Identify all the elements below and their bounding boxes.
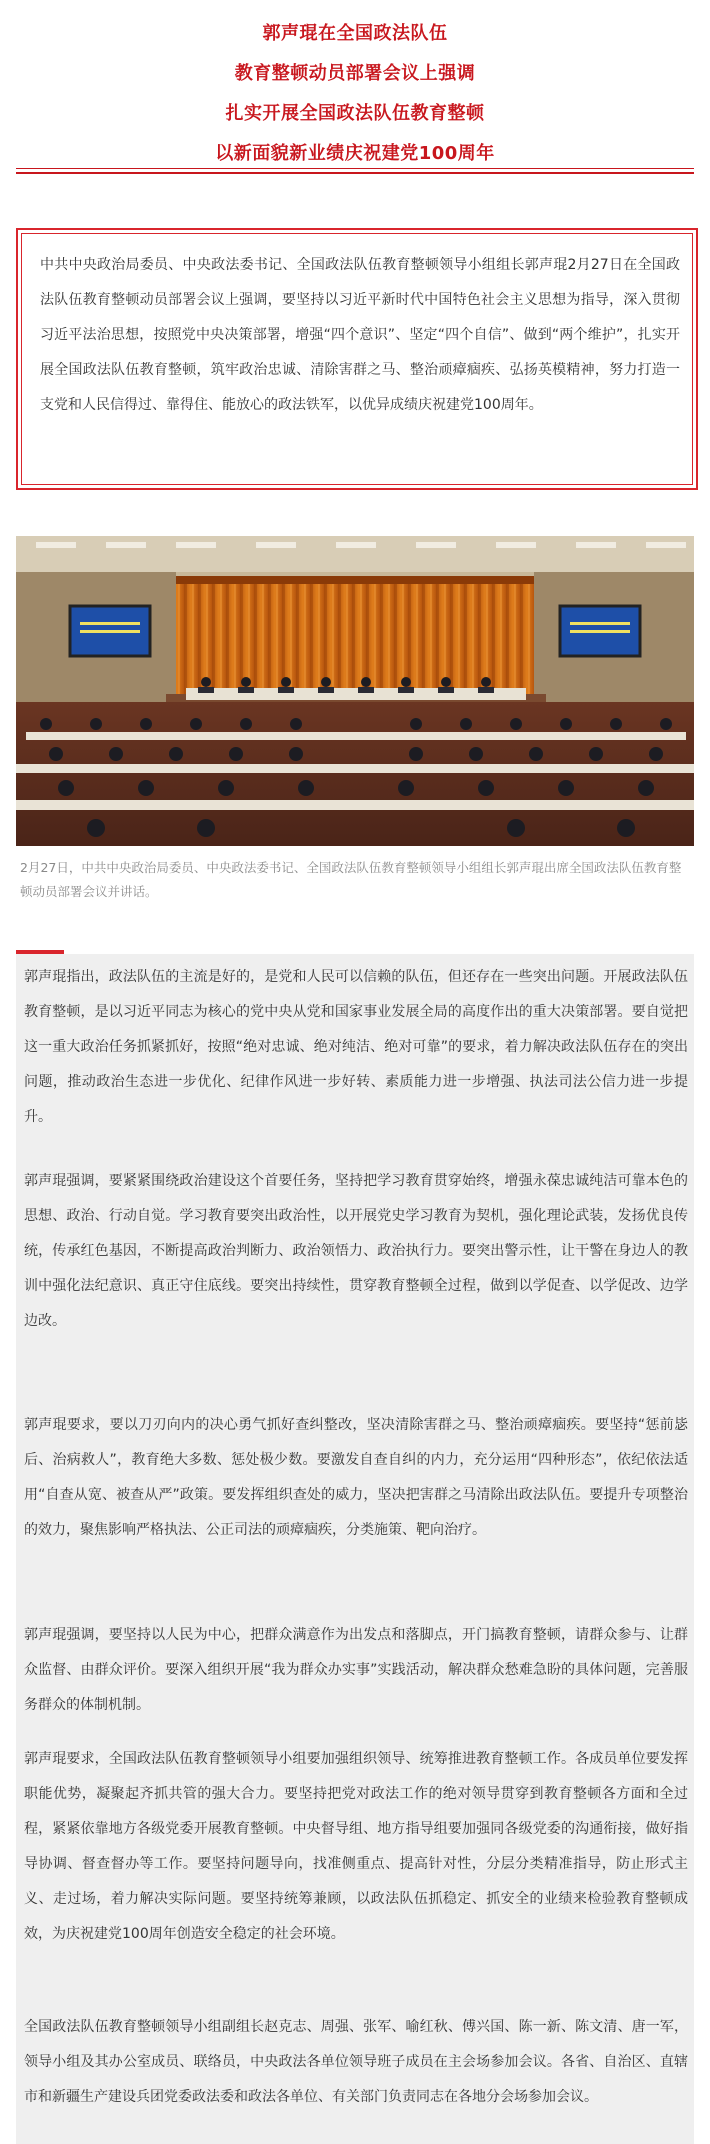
lead-box — [16, 228, 698, 490]
headline-line-3: 扎实开展全国政法队伍教育整顿 — [225, 103, 485, 124]
body-paragraph-5: 郭声琨要求，全国政法队伍教育整顿领导小组要加强组织领导、统筹推进教育整顿工作。各成员单位要发挥职能优势，凝聚起齐抓共管的强大合力。要坚持把党对政法工作的绝对领导贯穿到教育整顿各方面和全过程，紧紧依靠地方各级党委开展教育整顿。中央督导组、地方指导组要加强同各级党委的沟通衔接，做好指导协调、督查督办等工作。要坚持问题导向，找准侧重点、提高针对性，分层分类精准指导，防止形式主义、走过场，着力解决实际问题。要坚持统筹兼顾，以政法队伍抓稳定、抓安全的业绩来检验教育整顿成效，为庆祝建党100周年创造安全稳定的社会环境。 — [24, 1751, 688, 1942]
headline-line-1: 郭声琨在全国政法队伍 — [262, 23, 448, 44]
body-paragraph-2: 郭声琨强调，要紧紧围绕政治建设这个首要任务，坚持把学习教育贯穿始终，增强永葆忠诚纯洁可靠本色的思想、政治、行动自觉。学习教育要突出政治性，以开展党史学习教育为契机，强化理论武装，发扬优良传统，传承红色基因，不断提高政治判断力、政治领悟力、政治执行力。要突出警示性，让干警在身边人的教训中强化法纪意识、真正守住底线。要突出持续性，贯穿教育整顿全过程，做到以学促查、以学促改、边学边改。 — [24, 1173, 688, 1329]
meeting-hall-illustration — [16, 536, 694, 846]
divider-thick — [16, 172, 694, 174]
headline-line-4: 以新面貌新业绩庆祝建党100周年 — [215, 143, 495, 164]
body-paragraph-3: 郭声琨要求，要以刀刃向内的决心勇气抓好查纠整改，坚决清除害群之马、整治顽瘴痼疾。要坚持“惩前毖后、治病救人”，教育绝大多数、惩处极少数。要激发自查自纠的内力，充分运用“四种形态”，依纪依法适用“自查从宽、被查从严”政策。要发挥组织查处的威力，坚决把害群之马清除出政法队伍。要提升专项整治的效力，聚焦影响严格执法、公正司法的顽瘴痼疾，分类施策、靶向治疗。 — [24, 1417, 688, 1538]
body-paragraph-4: 郭声琨强调，要坚持以人民为中心，把群众满意作为出发点和落脚点，开门搞教育整顿，请群众参与、让群众监督、由群众评价。要深入组织开展“我为群众办实事”实践活动，解决群众愁难急盼的具体问题，完善服务群众的体制机制。 — [24, 1627, 688, 1713]
lead-paragraph: 中共中央政治局委员、中央政法委书记、全国政法队伍教育整顿领导小组组长郭声琨2月27日在全国政法队伍教育整顿动员部署会议上强调，要坚持以习近平新时代中国特色社会主义思想为指导，深入贯彻习近平法治思想，按照党中央决策部署，增强“四个意识”、坚定“四个自信”、做到“两个维护”，扎实开展全国政法队伍教育整顿，筑牢政治忠诚、清除害群之马、整治顽瘴痼疾、弘扬英模精神，努力打造一支党和人民信得过、靠得住、能放心的政法铁军，以优异成绩庆祝建党100周年。 — [21, 233, 693, 485]
headline — [0, 0, 710, 174]
body-paragraph-6: 全国政法队伍教育整顿领导小组副组长赵克志、周强、张军、喻红秋、傅兴国、陈一新、陈文清、唐一军，领导小组及其办公室成员、联络员，中央政法各单位领导班子成员在主会场参加会议。各省、自治区、直辖市和新疆生产建设兵团党委政法委和政法各单位、有关部门负责同志在各地分会场参加会议。 — [24, 2019, 688, 2105]
headline-line-2: 教育整顿动员部署会议上强调 — [234, 63, 476, 84]
body-paragraph-1: 郭声琨指出，政法队伍的主流是好的，是党和人民可以信赖的队伍，但还存在一些突出问题。开展政法队伍教育整顿，是以习近平同志为核心的党中央从党和国家事业发展全局的高度作出的重大决策部署。要自觉把这一重大政治任务抓紧抓好，按照“绝对忠诚、绝对纯洁、绝对可靠”的要求，着力解决政法队伍存在的突出问题，推动政治生态进一步优化、纪律作风进一步好转、素质能力进一步增强、执法司法公信力进一步提升。 — [24, 969, 688, 1125]
meeting-photo — [16, 536, 694, 846]
photo-caption: 2月27日，中共中央政治局委员、中央政法委书记、全国政法队伍教育整顿领导小组组长郭声琨出席全国政法队伍教育整顿动员部署会议并讲话。 — [20, 860, 682, 899]
divider-thin — [16, 168, 694, 169]
